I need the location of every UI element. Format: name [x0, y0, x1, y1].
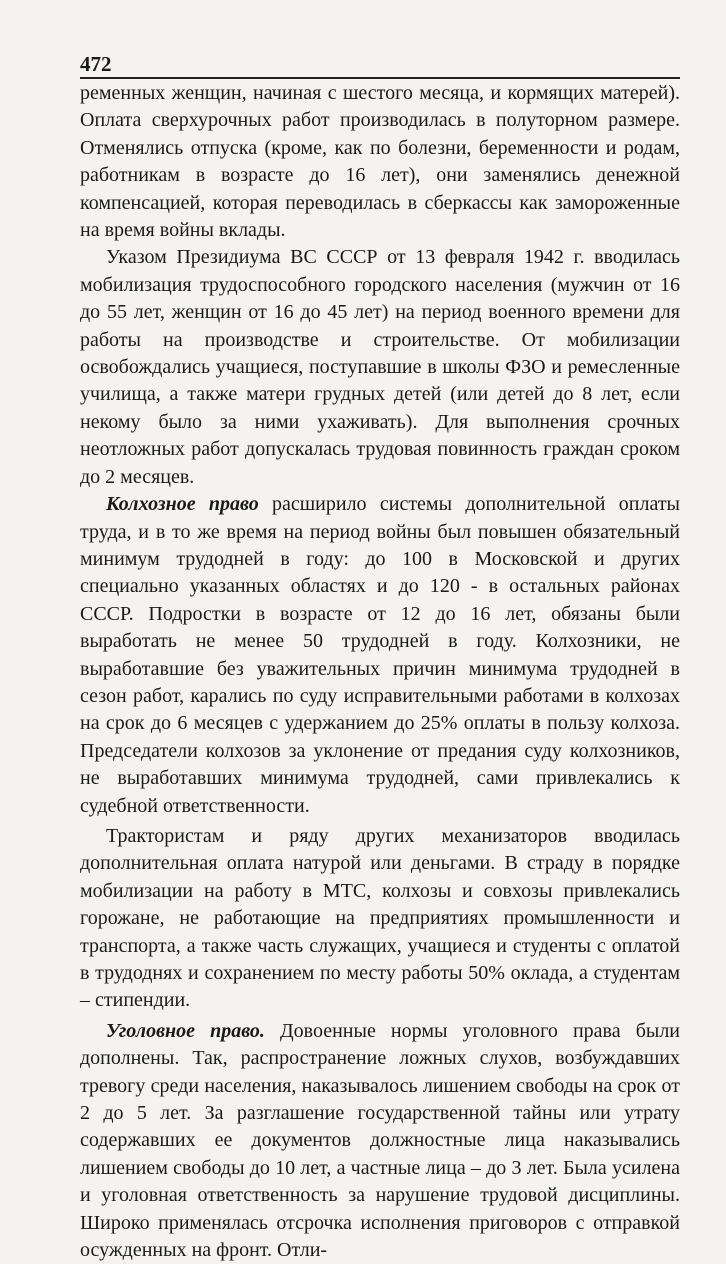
- paragraph-2: [80, 244, 680, 491]
- term-criminal-law: Уголовное право.: [106, 1019, 265, 1042]
- paragraph-4: [80, 823, 680, 1015]
- header-rule: [80, 77, 680, 79]
- paragraph-4-text: Трактористам и ряду других механизаторов вводилась дополнительная оплата натурой или деньгами. В страду в порядке мобилизации на работу в МТС, колхозы и совхозы привлекались горожане, не работающие на предприятиях промышленности и транспорта, а также часть служащих, учащиеся и студенты с оплатой в трудоднях и сохранением по месту работы 50% оклада, а студентам – стипендии.: [80, 824, 680, 1012]
- paragraph-5-text: Довоенные нормы уголовного права были дополнены. Так, распространение ложных слухов, возбуждавших тревогу среди населения, наказывалось лишением свободы на срок от 2 до 5 лет. За разглашение государственной тайны или утрату содержавших ее документов должностные лица наказывались лишением свободы до 10 лет, а частные лица – до 3 лет. Была усилена и уголовная ответственность за нарушение трудовой дисциплины. Широко применялась отсрочка исполнения приговоров с отправкой осужденных на фронт. Отли-: [80, 1019, 680, 1262]
- paragraph-5: [80, 1018, 680, 1264]
- paragraph-2-text: Указом Президиума ВС СССР от 13 февраля 1942 г. вводилась мобилизация трудоспособного городского населения (мужчин от 16 до 55 лет, женщин от 16 до 45 лет) на период военного времени для работы на производстве и строительстве. От мобилизации освобождались учащиеся, поступавшие в школы ФЗО и ремесленные училища, а также матери грудных детей (или детей до 8 лет, если некому было за ними ухаживать). Для выполнения срочных неотложных работ допускалась трудовая повинность граждан сроком до 2 месяцев.: [80, 246, 680, 488]
- paragraph-1-text: ременных женщин, начиная с шестого месяца, и кормящих матерей). Оплата сверхурочных работ производилась в полуторном размере. Отменялись отпуска (кроме, как по болезни, беременности и родам, работникам в возрасте до 16 лет), они заменялись денежной компенсацией, которая переводилась в сберкассы как замороженные на время войны вклады.: [80, 82, 680, 242]
- term-kolkhoz-law: Колхозное право: [106, 493, 259, 516]
- body-text: [80, 80, 680, 1264]
- paragraph-3: [80, 491, 680, 820]
- paragraph-3-text: расширило системы дополнительной оплаты труда, и в то же время на период войны был повышен обязательный минимум трудодней в году: до 100 в Московской и других специально указанных областях и до 120 - в остальных районах СССР. Подростки в возрасте от 12 до 16 лет, обязаны были выработать не менее 50 трудодней в году. Колхозники, не выработавшие без уважительных причин минимума трудодней в сезон работ, карались по суду исправительными работами в колхозах на срок до 6 месяцев с удержанием до 25% оплаты в пользу колхоза. Председатели колхозов за уклонение от предания суду колхозников, не выработавших минимума трудодней, сами привлекались к судебной ответственности.: [80, 493, 680, 817]
- page-number: 472: [80, 52, 112, 76]
- paragraph-1: [80, 80, 680, 244]
